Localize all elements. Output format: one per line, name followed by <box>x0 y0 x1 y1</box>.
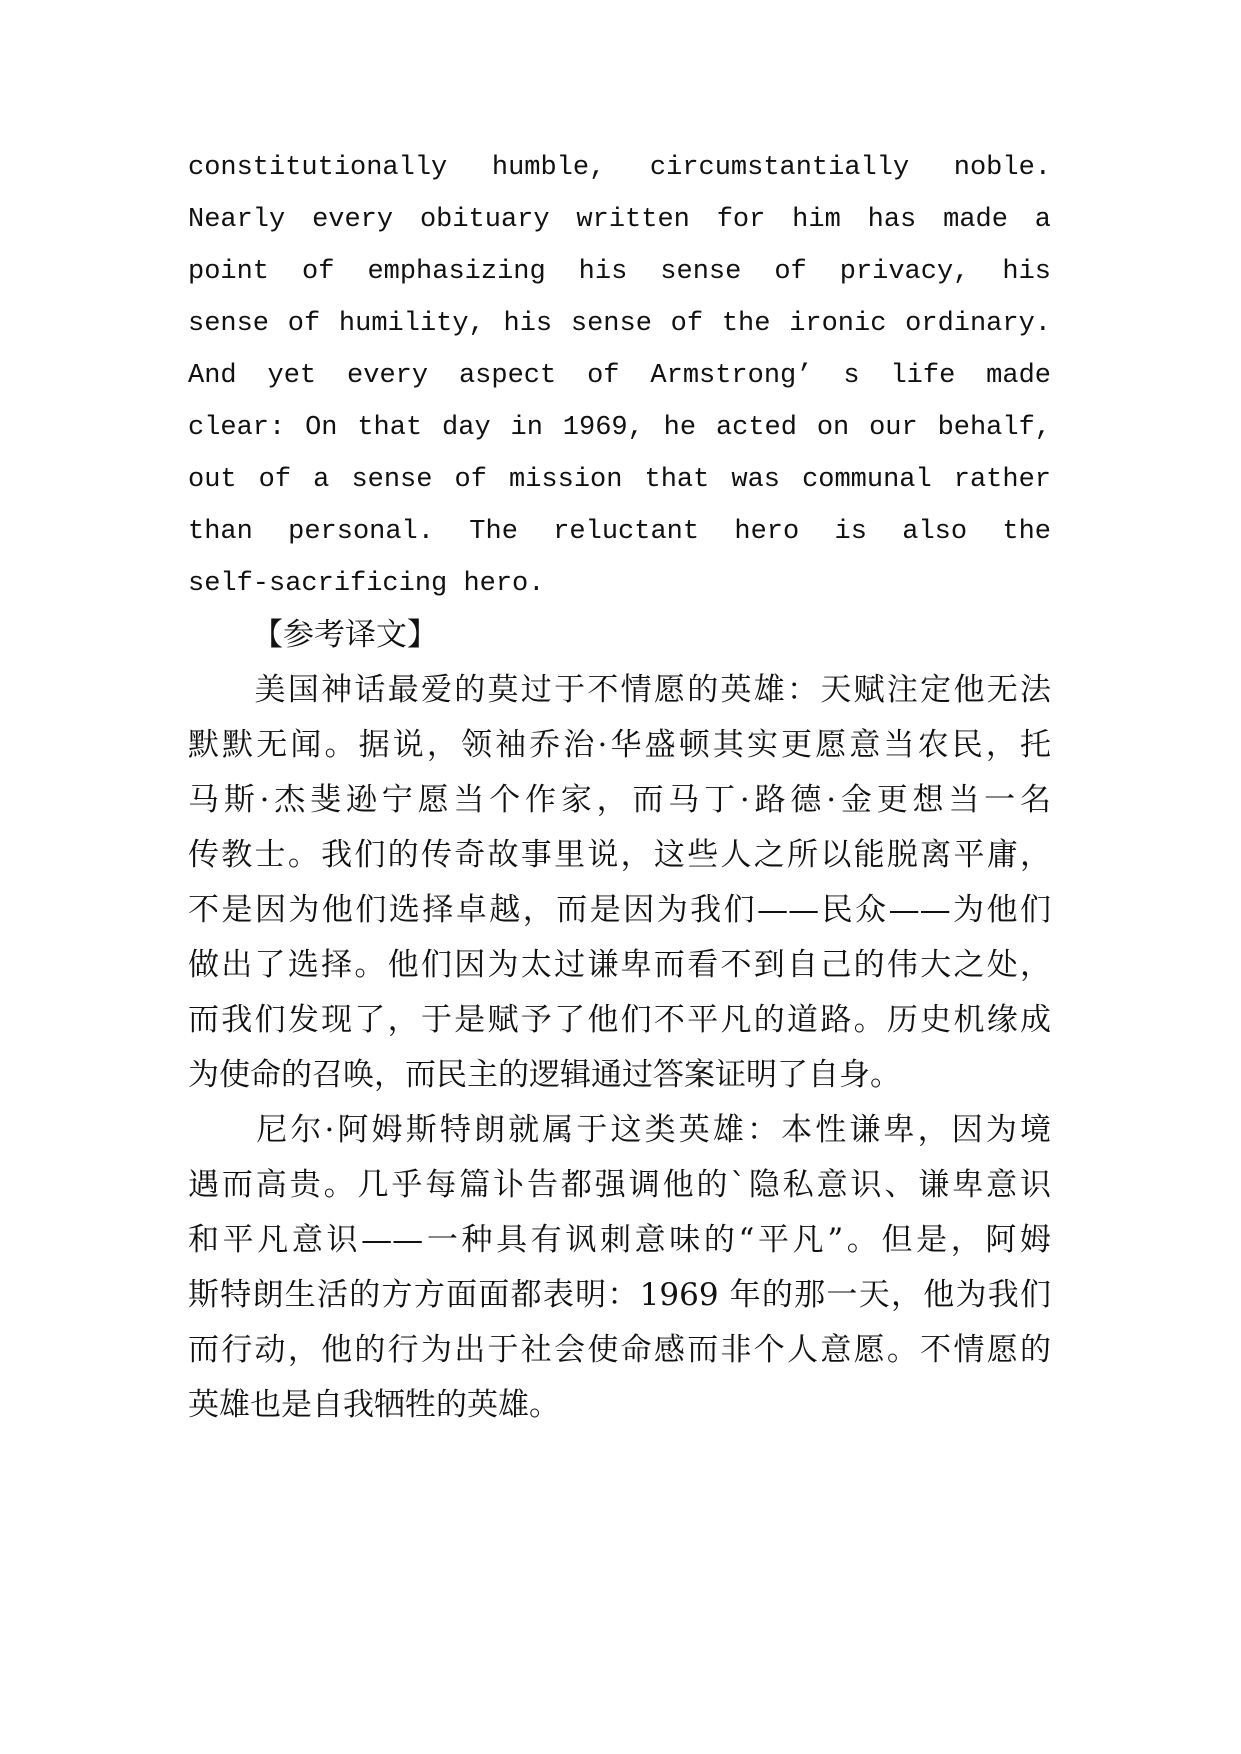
translation-line: 传教士。我们的传奇故事里说，这些人之所以能脱离平庸， <box>188 837 1051 873</box>
english-line: And yet every aspect of Armstrong’ s life made <box>188 361 1051 391</box>
english-line: sense of humility, his sense of the ironic ordinary. <box>188 309 1051 339</box>
english-line: Nearly every obituary written for him has made a <box>188 205 1051 235</box>
translation-line: 斯特朗生活的方方面面都表明：1969 年的那一天，他为我们 <box>188 1277 1051 1313</box>
translation-line: 马斯·杰斐逊宁愿当个作家，而马丁·路德·金更想当一名 <box>188 782 1051 818</box>
english-line: out of a sense of mission that was communal rather <box>188 465 1051 495</box>
english-line: self-sacrificing hero. <box>188 569 545 599</box>
translation-line: 美国神话最爱的莫过于不情愿的英雄：天赋注定他无法 <box>188 672 1051 708</box>
translation-heading: 【参考译文】 <box>252 617 438 653</box>
translation-line: 不是因为他们选择卓越，而是因为我们——民众——为他们 <box>188 892 1051 928</box>
translation-line: 英雄也是自我牺牲的英雄。 <box>188 1387 560 1423</box>
translation-line: 做出了选择。他们因为太过谦卑而看不到自己的伟大之处， <box>188 947 1051 983</box>
translation-line: 而行动，他的行为出于社会使命感而非个人意愿。不情愿的 <box>188 1332 1051 1368</box>
english-line: point of emphasizing his sense of privacy, his <box>188 257 1051 287</box>
english-line: than personal. The reluctant hero is also the <box>188 517 1051 547</box>
translation-line: 默默无闻。据说，领袖乔治·华盛顿其实更愿意当农民，托 <box>188 727 1051 763</box>
translation-line: 尼尔·阿姆斯特朗就属于这类英雄：本性谦卑，因为境 <box>188 1112 1051 1148</box>
english-line: constitutionally humble, circumstantially noble. <box>188 153 1051 183</box>
translation-line: 为使命的召唤，而民主的逻辑通过答案证明了自身。 <box>188 1057 901 1093</box>
translation-line: 遇而高贵。几乎每篇讣告都强调他的`隐私意识、谦卑意识 <box>188 1167 1051 1203</box>
translation-line: 和平凡意识——一种具有讽刺意味的“平凡”。但是，阿姆 <box>188 1222 1051 1258</box>
translation-line: 而我们发现了，于是赋予了他们不平凡的道路。历史机缘成 <box>188 1002 1051 1038</box>
english-line: clear: On that day in 1969, he acted on our behalf, <box>188 413 1051 443</box>
